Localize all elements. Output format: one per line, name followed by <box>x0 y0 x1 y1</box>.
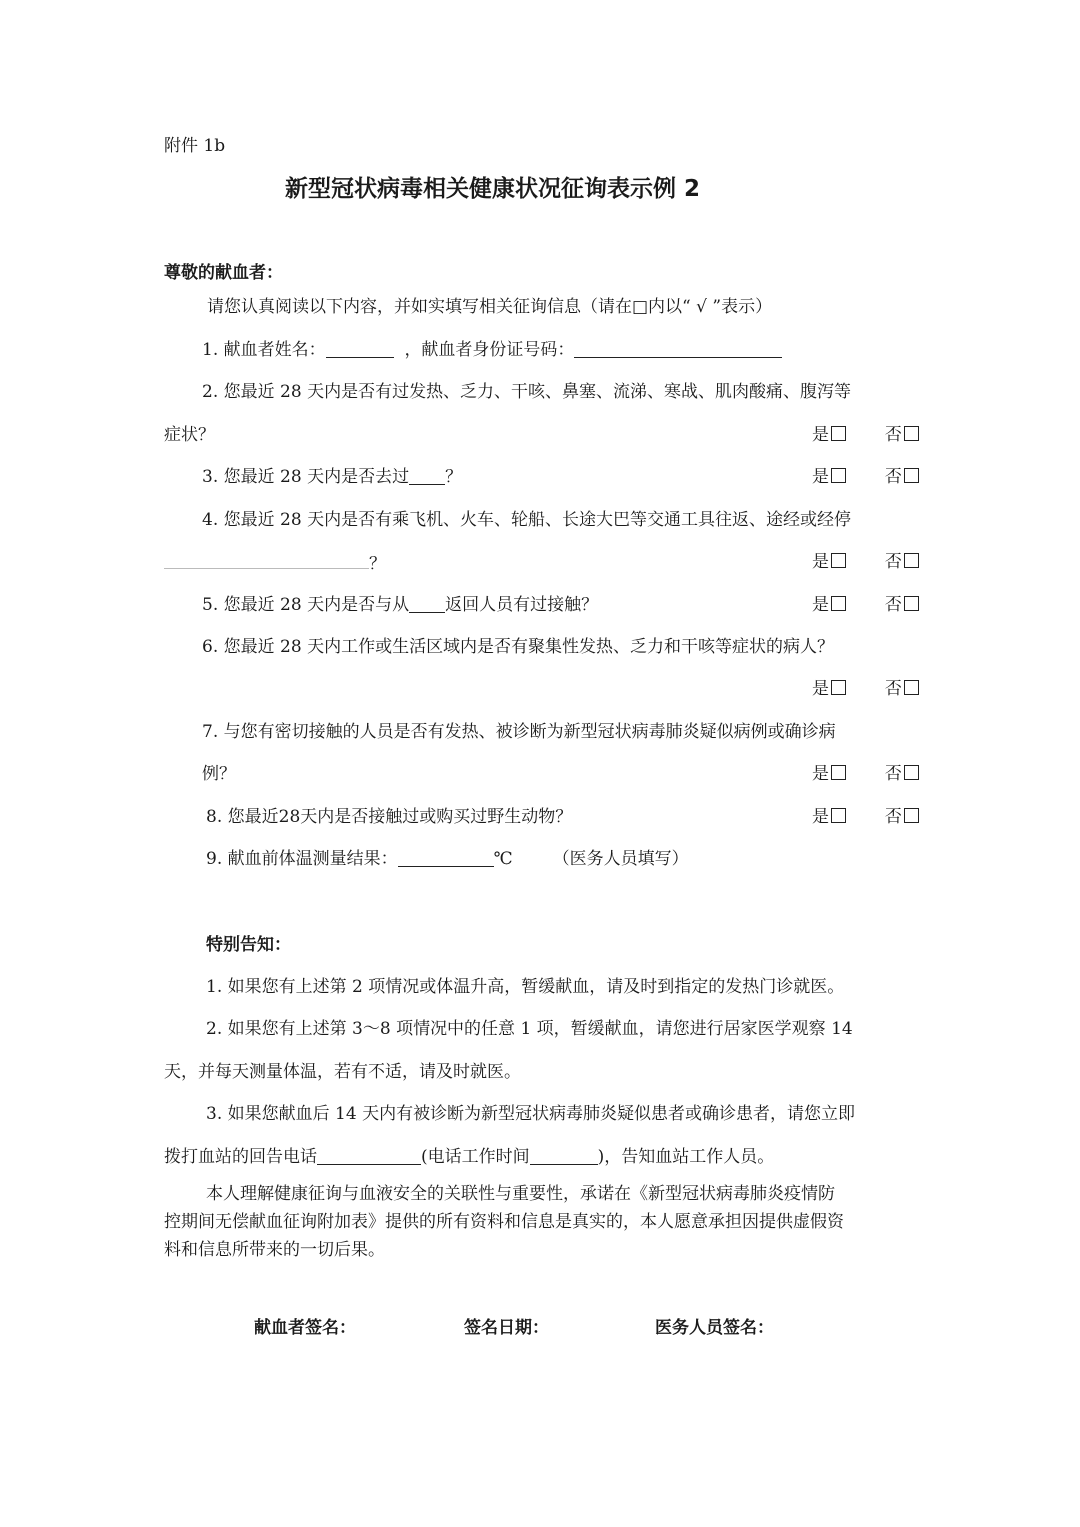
q3-answer <box>812 466 919 488</box>
staff-signature-label: 医务人员签名： <box>655 1318 774 1338</box>
notice-item-1: 1. 如果您有上述第 2 项情况或体温升高，暂缓献血，请及时到指定的发热门诊就医。 <box>206 977 845 997</box>
phone-blank[interactable] <box>317 1147 421 1165</box>
q4-yes-checkbox[interactable] <box>831 553 846 568</box>
q2-answer <box>812 424 919 446</box>
q4-no-checkbox[interactable] <box>904 553 919 568</box>
q5-place-blank[interactable] <box>409 595 445 613</box>
yes-label: 是 <box>812 807 829 827</box>
temperature-blank[interactable] <box>398 849 494 867</box>
q3-text: 3. 您最近 28 天内是否去过 <box>202 467 410 487</box>
attachment-label: 附件 1b <box>164 136 226 156</box>
q5-yes-checkbox[interactable] <box>831 596 846 611</box>
q4-place-blank[interactable] <box>164 551 369 569</box>
q8-no-checkbox[interactable] <box>904 808 919 823</box>
q1-name-label: 1. 献血者姓名： <box>202 340 326 360</box>
notice-heading: 特别告知： <box>206 935 291 955</box>
yes-label: 是 <box>812 595 829 615</box>
question-4-line-1: 4. 您最近 28 天内是否有乘飞机、火车、轮船、长途大巴等交通工具往返、途经或经停 <box>202 510 852 530</box>
pledge-line-3: 料和信息所带来的一切后果。 <box>164 1240 385 1260</box>
q5-answer <box>812 594 919 616</box>
no-label: 否 <box>884 552 902 572</box>
question-4-line-2 <box>164 551 386 575</box>
no-label: 否 <box>884 467 902 487</box>
q9-text: 9. 献血前体温测量结果： <box>206 849 398 869</box>
q7-yes-checkbox[interactable] <box>831 765 846 780</box>
q7-answer <box>812 763 919 785</box>
yes-label: 是 <box>812 467 829 487</box>
donor-signature-label: 献血者签名： <box>254 1318 356 1338</box>
q5-text: 5. 您最近 28 天内是否与从 <box>202 595 410 615</box>
celsius-unit: ℃ <box>493 849 513 869</box>
notice-item-3-line-2 <box>164 1146 774 1168</box>
question-9 <box>206 848 689 870</box>
q1-id-label: ，献血者身份证号码： <box>404 340 575 360</box>
q9-note: （医务人员填写） <box>552 849 689 869</box>
no-label: 否 <box>884 425 902 445</box>
q3-yes-checkbox[interactable] <box>831 468 846 483</box>
q6-no-checkbox[interactable] <box>904 680 919 695</box>
notice-phone-text: 拨打血站的回告电话 <box>164 1147 317 1167</box>
hours-blank[interactable] <box>530 1147 598 1165</box>
donor-id-blank[interactable] <box>574 340 782 358</box>
q8-yes-checkbox[interactable] <box>831 808 846 823</box>
q6-yes-checkbox[interactable] <box>831 680 846 695</box>
q4-answer <box>812 551 919 573</box>
yes-label: 是 <box>812 425 829 445</box>
q4-mark: ？ <box>369 554 386 574</box>
notice-end-text: )，告知血站工作人员。 <box>597 1147 775 1167</box>
q5-no-checkbox[interactable] <box>904 596 919 611</box>
intro-text: 请您认真阅读以下内容，并如实填写相关征询信息（请在□内以“ √ ”表示） <box>207 297 773 317</box>
q7-no-checkbox[interactable] <box>904 765 919 780</box>
notice-item-2-line-2: 天，并每天测量体温，若有不适，请及时就医。 <box>164 1062 521 1082</box>
question-7-line-1: 7. 与您有密切接触的人员是否有发热、被诊断为新型冠状病毒肺炎疑似病例或确诊病 <box>202 722 836 742</box>
notice-item-2-line-1: 2. 如果您有上述第 3～8 项情况中的任意 1 项，暂缓献血，请您进行居家医学观察 14 <box>206 1019 853 1039</box>
question-2-line-2: 症状？ <box>164 425 215 445</box>
notice-hours-text: (电话工作时间 <box>421 1147 530 1167</box>
greeting: 尊敬的献血者： <box>164 263 283 283</box>
no-label: 否 <box>884 764 902 784</box>
q5-text-end: 返回人员有过接触？ <box>445 595 599 615</box>
question-3 <box>202 466 462 488</box>
q2-yes-checkbox[interactable] <box>831 426 846 441</box>
no-label: 否 <box>884 679 902 699</box>
q6-answer <box>812 678 919 700</box>
q3-mark: ？ <box>445 467 463 487</box>
pledge-line-2: 控期间无偿献血征询附加表》提供的所有资料和信息是真实的，本人愿意承担因提供虚假资 <box>164 1212 844 1232</box>
q3-place-blank[interactable] <box>409 467 445 485</box>
yes-label: 是 <box>812 552 829 572</box>
question-1 <box>202 339 782 361</box>
yes-label: 是 <box>812 764 829 784</box>
no-label: 否 <box>884 807 902 827</box>
question-5 <box>202 594 598 616</box>
question-6: 6. 您最近 28 天内工作或生活区域内是否有聚集性发热、乏力和干咳等症状的病人？ <box>202 637 835 657</box>
q8-answer <box>812 806 919 828</box>
pledge-line-1: 本人理解健康征询与血液安全的关联性与重要性，承诺在《新型冠状病毒肺炎疫情防 <box>206 1184 835 1204</box>
question-8: 8. 您最近28天内是否接触过或购买过野生动物？ <box>206 807 573 827</box>
no-label: 否 <box>884 595 902 615</box>
q2-no-checkbox[interactable] <box>904 426 919 441</box>
question-7-line-2: 例？ <box>202 764 236 784</box>
page-title: 新型冠状病毒相关健康状况征询表示例 2 <box>285 176 701 202</box>
question-2-line-1: 2. 您最近 28 天内是否有过发热、乏力、干咳、鼻塞、流涕、寒战、肌肉酸痛、腹泻等 <box>202 382 852 402</box>
donor-name-blank[interactable] <box>326 340 394 358</box>
notice-item-3-line-1: 3. 如果您献血后 14 天内有被诊断为新型冠状病毒肺炎疑似患者或确诊患者，请您立即 <box>206 1104 856 1124</box>
signature-date-label: 签名日期： <box>464 1318 549 1338</box>
yes-label: 是 <box>812 679 829 699</box>
q3-no-checkbox[interactable] <box>904 468 919 483</box>
